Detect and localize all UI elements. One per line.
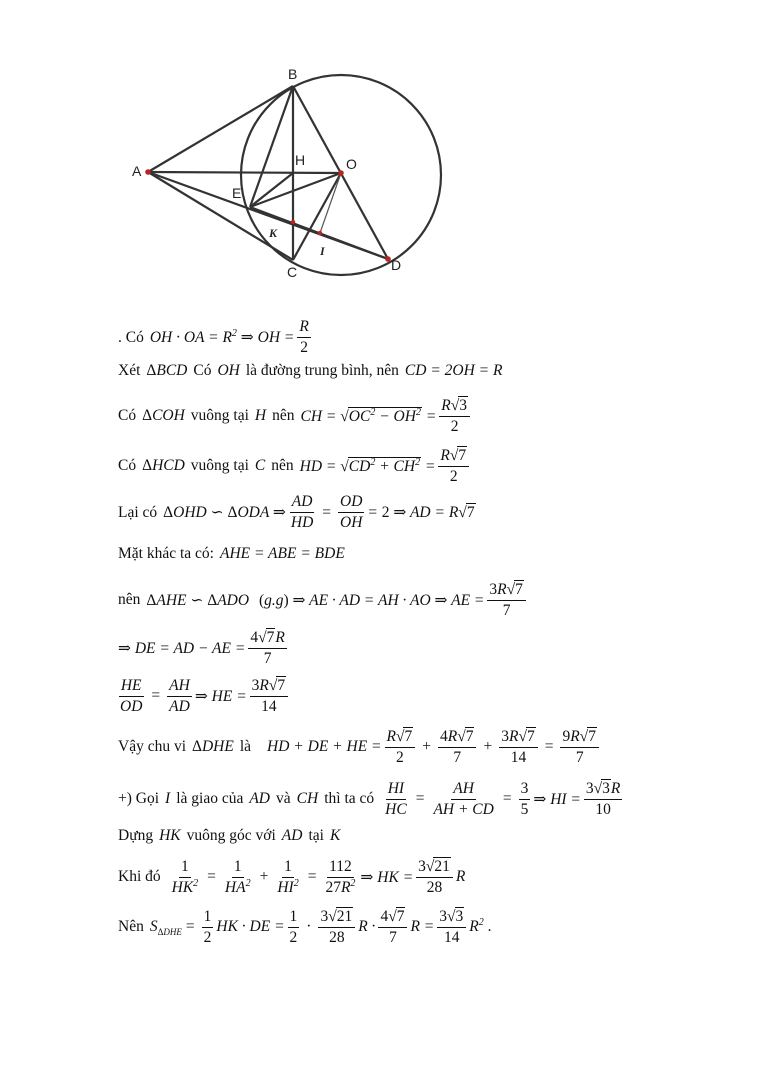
math-c: C: [254, 457, 266, 474]
text-nen-2: nên: [271, 457, 294, 474]
label-d: D: [391, 257, 402, 273]
point-a: [145, 169, 151, 175]
label-c: C: [287, 264, 298, 280]
math-hkde: HK · DE =: [216, 918, 285, 935]
text-tai: tại: [308, 827, 324, 844]
eq-line-9: $\frac{HE}{OD}$ = $\frac{AH}{AD}$ ⇒ HE = $\frac{3R√7}{14}$: [118, 676, 291, 716]
text-xet: Xét: [118, 362, 141, 379]
frac-he-od: $\frac{HE}{OD}$: [120, 676, 143, 715]
eq-line-1: [118, 318, 314, 357]
eq-line-2: [118, 362, 502, 380]
text-vay: Vậy chu vi: [118, 738, 187, 755]
frac-r-sqrt7: $\frac{R√7}{2}$: [438, 446, 469, 486]
label-i: I: [320, 244, 325, 258]
frac-p2: $\frac{4R√7}{7}$: [438, 727, 476, 767]
frac-r-2: $\frac{R}{2}$: [299, 318, 309, 356]
eq-line-5: Lại có ΔOHD ∽ ΔODA ⇒ $\frac{AD}{HD}$ = $\frac{OD}{OH}$ = 2 ⇒ AD = R√7: [118, 493, 475, 531]
eq-line-14: Nên $S_{\Delta DHE}$ = $\frac{1}{2}$ HK · DE = $\frac{1}{2}$ · $\frac{3√21}{28}$ R · $\frac{4√7}{7}$ R = $\frac{3√3}{14}$ $R^2$ .: [118, 907, 492, 946]
frac-ah-ahcd: $\frac{AH}{AH + CD}$: [433, 779, 494, 818]
text-vuong-2: vuông tại: [190, 457, 249, 474]
text-dtb: là đường trung bình, nên: [245, 362, 399, 379]
math-bcd: ΔBCD: [146, 362, 188, 379]
frac-s2: $\frac{4√7}{7}$: [378, 907, 407, 947]
frac-hk: $\frac{3√21}{28}$: [416, 857, 453, 897]
frac-3-5: $\frac{3}{5}$: [520, 779, 529, 818]
math-r: R: [455, 868, 466, 885]
text-giao: là giao của: [176, 790, 244, 807]
text-nen-1: nên: [272, 407, 295, 424]
math-he: ⇒ HE =: [194, 687, 247, 705]
label-b: B: [288, 66, 298, 82]
text-nen-4: Nên: [118, 918, 144, 935]
math-ch: CH = $√OC^2 - OH^2$ =: [300, 406, 437, 425]
point-d: [385, 256, 391, 262]
math-ad-3: AD: [281, 827, 303, 844]
math-r-2: R ·: [358, 918, 376, 935]
label-o: O: [346, 156, 357, 172]
frac-112: $\frac{112}{27R^2}$: [325, 857, 356, 896]
text-lai-co: Lại có: [118, 503, 158, 521]
frac-1-ha2: $\frac{1}{HA^2}$: [224, 857, 251, 896]
math-l1: OH · OA = $R^2$ ⇒ OH =: [149, 327, 295, 346]
frac-r-sqrt3: $\frac{R√3}{2}$: [439, 396, 470, 436]
frac-ad-hd: $\frac{AD}{HD}$: [290, 493, 314, 531]
frac-1-hk2: $\frac{1}{HK^2}$: [171, 857, 199, 896]
frac-he: $\frac{3R√7}{14}$: [250, 676, 288, 716]
text-l1: . Có: [118, 328, 144, 346]
math-dhe: ΔDHE: [192, 738, 234, 755]
frac-ah-ad: $\frac{AH}{AD}$: [169, 676, 190, 715]
text-thi: thì ta có: [324, 790, 375, 807]
math-ch-2: CH: [296, 790, 319, 807]
text-khi-do: Khi đó: [118, 868, 161, 885]
segment-oc: [293, 173, 341, 260]
frac-od-oh: $\frac{OD}{OH}$: [340, 493, 363, 531]
frac-p3: $\frac{3R√7}{14}$: [499, 727, 537, 767]
point-k: [291, 220, 295, 224]
math-r-3: R =: [410, 918, 435, 935]
math-sum: HD + DE + HE =: [267, 738, 382, 755]
frac-ae: $\frac{3R√7}{7}$: [487, 580, 525, 620]
text-co-1: Có: [193, 362, 212, 379]
text-co-2: Có: [118, 407, 137, 424]
frac-half-1: $\frac{1}{2}$: [203, 907, 212, 946]
frac-p4: $\frac{9R√7}{7}$: [560, 727, 598, 767]
label-e: E: [232, 185, 242, 201]
eq-line-13: Khi đó $\frac{1}{HK^2}$ = $\frac{1}{HA^2}$ + $\frac{1}{HI^2}$ = $\frac{112}{27R^2}$ ⇒ HK = $\frac{3√21}{28}$ R: [118, 857, 466, 896]
text-goi: +) Gọi: [118, 790, 160, 807]
math-hk: HK: [159, 827, 181, 844]
math-hcd: ΔHCD: [142, 457, 185, 474]
eq-line-7: [118, 580, 529, 620]
segment-eo: [250, 173, 341, 207]
text-mat-khac: Mặt khác ta có:: [118, 545, 214, 562]
math-oh: OH: [217, 362, 240, 379]
geometry-figure: [120, 55, 450, 295]
eq-line-10: Vậy chu vi ΔDHE là HD + DE + HE = $\frac{R√7}{2}$ + $\frac{4R√7}{7}$ + $\frac{3R√7}{14}$ = $\frac{9R√7}{7}$: [118, 727, 602, 767]
frac-hi: $\frac{3√3R}{10}$: [585, 780, 621, 818]
frac-1-hi2: $\frac{1}{HI^2}$: [277, 857, 299, 896]
math-h: H: [254, 407, 267, 424]
segment-ao: [148, 172, 341, 173]
label-h: H: [295, 152, 306, 168]
math-hk-2: ⇒ HK =: [360, 868, 414, 886]
frac-p1: $\frac{R√7}{2}$: [385, 727, 416, 767]
math-sim-1: ΔOHD ∽ ΔODA ⇒: [163, 504, 286, 521]
math-ad: = 2 ⇒ AD = R√7: [367, 504, 475, 521]
math-i: I: [165, 790, 171, 807]
frac-de: $\frac{4√7R}{7}$: [250, 629, 285, 667]
eq-line-8: [118, 628, 290, 668]
segment-oi: [320, 173, 341, 233]
math-angles: AHE = ABE = BDE: [219, 545, 345, 562]
eq-line-6: [118, 545, 345, 563]
text-vuong-goc: vuông góc với: [186, 827, 276, 844]
math-cd: CD = 2OH = R: [404, 362, 503, 379]
text-nen-3: nên: [118, 591, 141, 608]
frac-s1: $\frac{3√21}{28}$: [318, 907, 355, 947]
frac-s3: $\frac{3√3}{14}$: [437, 907, 466, 947]
text-dung: Dựng: [118, 827, 154, 844]
eq-line-4: [118, 446, 472, 486]
eq-line-12: [118, 827, 340, 845]
label-a: A: [132, 163, 142, 179]
text-la: là: [239, 738, 252, 755]
text-co-3: Có: [118, 457, 137, 474]
point-o: [338, 170, 344, 176]
frac-half-2: $\frac{1}{2}$: [289, 907, 298, 946]
math-coh: ΔCOH: [142, 407, 185, 424]
segment-ab: [148, 86, 293, 172]
math-hd: HD = $√CD^2 + CH^2$ =: [299, 456, 436, 475]
math-k: K: [329, 827, 341, 844]
math-ad-2: AD: [249, 790, 271, 807]
math-sim-2: ΔAHE ∽ ΔADO (g.g) ⇒ AE · AD = AH · AO ⇒ AE =: [146, 591, 485, 609]
math-de: ⇒ DE = AD − AE =: [118, 639, 246, 657]
math-r2: $R^2$ .: [469, 916, 492, 935]
eq-line-3: [118, 396, 473, 436]
point-i: [318, 231, 322, 235]
frac-hi-hc: $\frac{HI}{HC}$: [385, 779, 407, 818]
label-k: K: [269, 226, 278, 240]
math-hi: ⇒ HI =: [533, 790, 581, 808]
eq-line-11: +) Gọi I là giao của AD và CH thì ta có $\frac{HI}{HC}$ = $\frac{AH}{AH + CD}$ = $\frac{3}{5}$ ⇒ HI = $\frac{3√3R}{10}$: [118, 779, 621, 818]
text-vuong-1: vuông tại: [190, 407, 249, 424]
math-s: $S_{\Delta DHE}$: [149, 918, 182, 938]
text-va: và: [276, 790, 291, 807]
